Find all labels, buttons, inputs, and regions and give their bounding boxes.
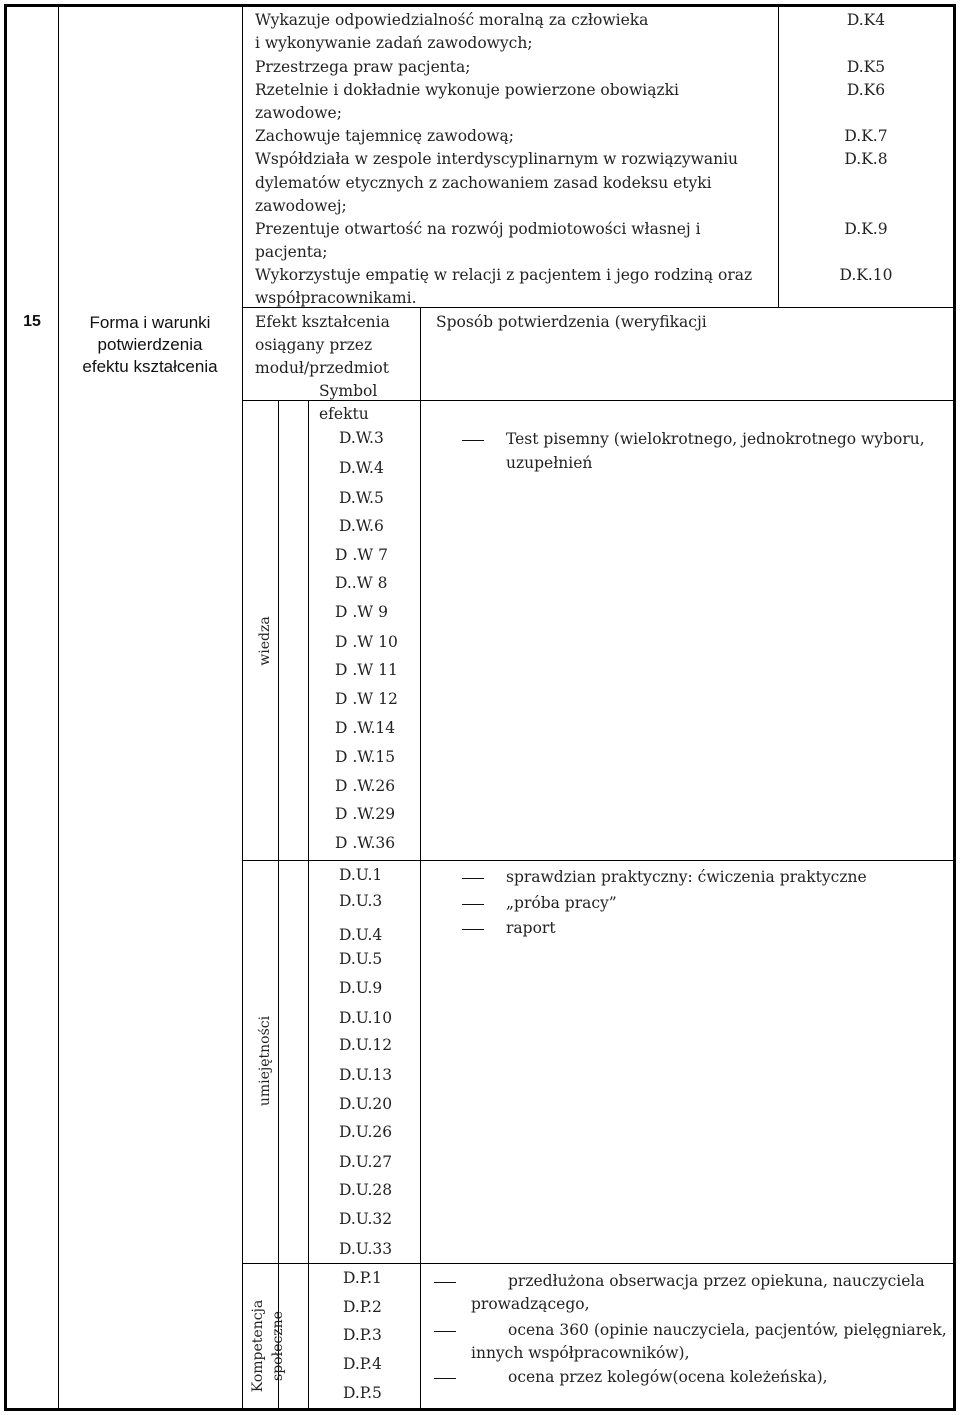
effect-code: D.U.28 xyxy=(339,1181,393,1199)
effect-code: D.U.1 xyxy=(339,866,383,884)
header-effect: moduł/przedmiot xyxy=(255,359,389,377)
method-text: innych współpracowników), xyxy=(471,1344,690,1362)
dash-bullet xyxy=(434,1378,456,1379)
header-symbol: efektu xyxy=(319,405,369,423)
method-text: sprawdzian praktyczny: ćwiczenia praktyczne xyxy=(506,868,867,886)
row-title-line: Forma i warunki xyxy=(89,313,211,332)
effect-code: D .W 9 xyxy=(335,603,389,621)
row-number: 15 xyxy=(23,313,41,330)
effect-code: D.U.32 xyxy=(339,1210,393,1228)
competence-text: Wykazuje odpowiedzialność moralną za człowieka xyxy=(255,11,649,29)
table-frame xyxy=(4,4,956,1411)
effect-code: D .W.29 xyxy=(335,805,396,823)
method-text: ocena przez kolegów(ocena koleżeńska), xyxy=(508,1368,828,1386)
group-label-knowledge: wiedza xyxy=(257,616,273,666)
competence-code: D.K.10 xyxy=(839,266,893,284)
dash-bullet xyxy=(434,1282,456,1283)
competence-text: zawodowej; xyxy=(255,197,347,215)
effect-code: D.W.3 xyxy=(339,429,384,447)
effect-code: D .W 11 xyxy=(335,661,398,679)
effect-code: D .W 12 xyxy=(335,690,398,708)
method-text: raport xyxy=(506,919,556,937)
effect-code: D.P.5 xyxy=(343,1384,382,1402)
competence-code: D.K.9 xyxy=(844,220,888,238)
effect-code: D .W 7 xyxy=(335,546,389,564)
competence-code: D.K4 xyxy=(846,11,886,29)
competence-code: D.K.7 xyxy=(844,127,888,145)
header-effect: Efekt kształcenia xyxy=(255,313,390,331)
effect-code: D.U.5 xyxy=(339,950,383,968)
effect-code: D.W.5 xyxy=(339,489,384,507)
col-divider-title xyxy=(242,7,243,1409)
row-title-line: efektu kształcenia xyxy=(82,357,218,376)
competence-text: zawodowe; xyxy=(255,104,342,122)
effect-code: D.P.3 xyxy=(343,1326,382,1344)
group-label-skills: umiejętności xyxy=(257,1015,273,1107)
effect-code: D.U.9 xyxy=(339,979,383,997)
competence-code: D.K5 xyxy=(846,58,886,76)
competence-text: dylematów etycznych z zachowaniem zasad kodeksu etyki xyxy=(255,174,712,192)
row-divider-skills xyxy=(242,1263,954,1264)
row-title-line: potwierdzenia xyxy=(97,335,203,354)
header-verification: Sposób potwierdzenia (weryfikacji xyxy=(436,313,707,331)
col-divider-number xyxy=(58,7,59,1409)
competence-text: Przestrzega praw pacjenta; xyxy=(255,58,471,76)
effect-code: D.U.4 xyxy=(339,926,383,944)
method-text: Test pisemny (wielokrotnego, jednokrotnego wyboru, xyxy=(506,430,925,448)
effect-code: D.P.1 xyxy=(343,1269,382,1287)
competence-text: Rzetelnie i dokładnie wykonuje powierzone obowiązki xyxy=(255,81,679,99)
competence-code: D.K6 xyxy=(846,81,886,99)
group-label-social xyxy=(248,1296,288,1396)
col-divider-symbol xyxy=(308,400,309,1409)
effect-code: D.U.12 xyxy=(339,1036,393,1054)
method-text: przedłużona obserwacja przez opiekuna, nauczyciela xyxy=(508,1272,925,1290)
group-label-social-line: społeczne xyxy=(270,1311,286,1381)
method-text: „próba pracy” xyxy=(506,894,617,912)
method-text: prowadzącego, xyxy=(471,1295,590,1313)
competence-text: Prezentuje otwartość na rozwój podmiotowości własnej i xyxy=(255,220,701,238)
competence-text: Wykorzystuje empatię w relacji z pacjentem i jego rodziną oraz xyxy=(255,266,753,284)
dash-bullet xyxy=(462,929,484,930)
effect-code: D..W 8 xyxy=(335,574,388,592)
effect-code: D.P.2 xyxy=(343,1298,382,1316)
competence-code: D.K.8 xyxy=(844,150,888,168)
competence-text: Zachowuje tajemnicę zawodową; xyxy=(255,127,515,145)
competence-text: pacjenta; xyxy=(255,243,328,261)
effect-code: D.U.27 xyxy=(339,1153,393,1171)
dash-bullet xyxy=(434,1331,456,1332)
effect-code: D .W.14 xyxy=(335,719,396,737)
dash-bullet xyxy=(462,904,484,905)
effect-code: D.U.20 xyxy=(339,1095,393,1113)
group-label-social-line: Kompetencja xyxy=(250,1299,266,1393)
effect-code: D.U.26 xyxy=(339,1123,393,1141)
effect-code: D.U.10 xyxy=(339,1009,393,1027)
col-divider-group-label xyxy=(278,400,279,1409)
effect-code: D.W.6 xyxy=(339,517,384,535)
effect-code: D.U.3 xyxy=(339,892,383,910)
dash-bullet xyxy=(462,878,484,879)
effect-code: D.P.4 xyxy=(343,1355,382,1373)
col-divider-competence-code xyxy=(778,7,779,307)
col-divider-header xyxy=(420,308,421,400)
effect-code: D .W.36 xyxy=(335,834,396,852)
header-effect: osiągany przez xyxy=(255,336,373,354)
competence-text: Współdziała w zespole interdyscyplinarnym w rozwiązywaniu xyxy=(255,150,739,168)
row-divider-knowledge xyxy=(242,860,954,861)
competence-text: i wykonywanie zadań zawodowych; xyxy=(255,34,533,52)
col-divider-method xyxy=(420,400,421,1409)
row-title xyxy=(60,312,240,378)
method-text: uzupełnień xyxy=(506,454,593,472)
effect-code: D .W.15 xyxy=(335,748,396,766)
dash-bullet xyxy=(462,440,484,441)
competence-text: współpracownikami. xyxy=(255,289,417,307)
header-symbol: Symbol xyxy=(319,382,378,400)
effect-code: D .W.26 xyxy=(335,777,396,795)
effect-code: D .W 10 xyxy=(335,633,398,651)
method-text: ocena 360 (opinie nauczyciela, pacjentów, pielęgniarek, xyxy=(508,1321,947,1339)
effect-code: D.W.4 xyxy=(339,459,384,477)
effect-code: D.U.33 xyxy=(339,1240,393,1258)
effect-code: D.U.13 xyxy=(339,1066,393,1084)
